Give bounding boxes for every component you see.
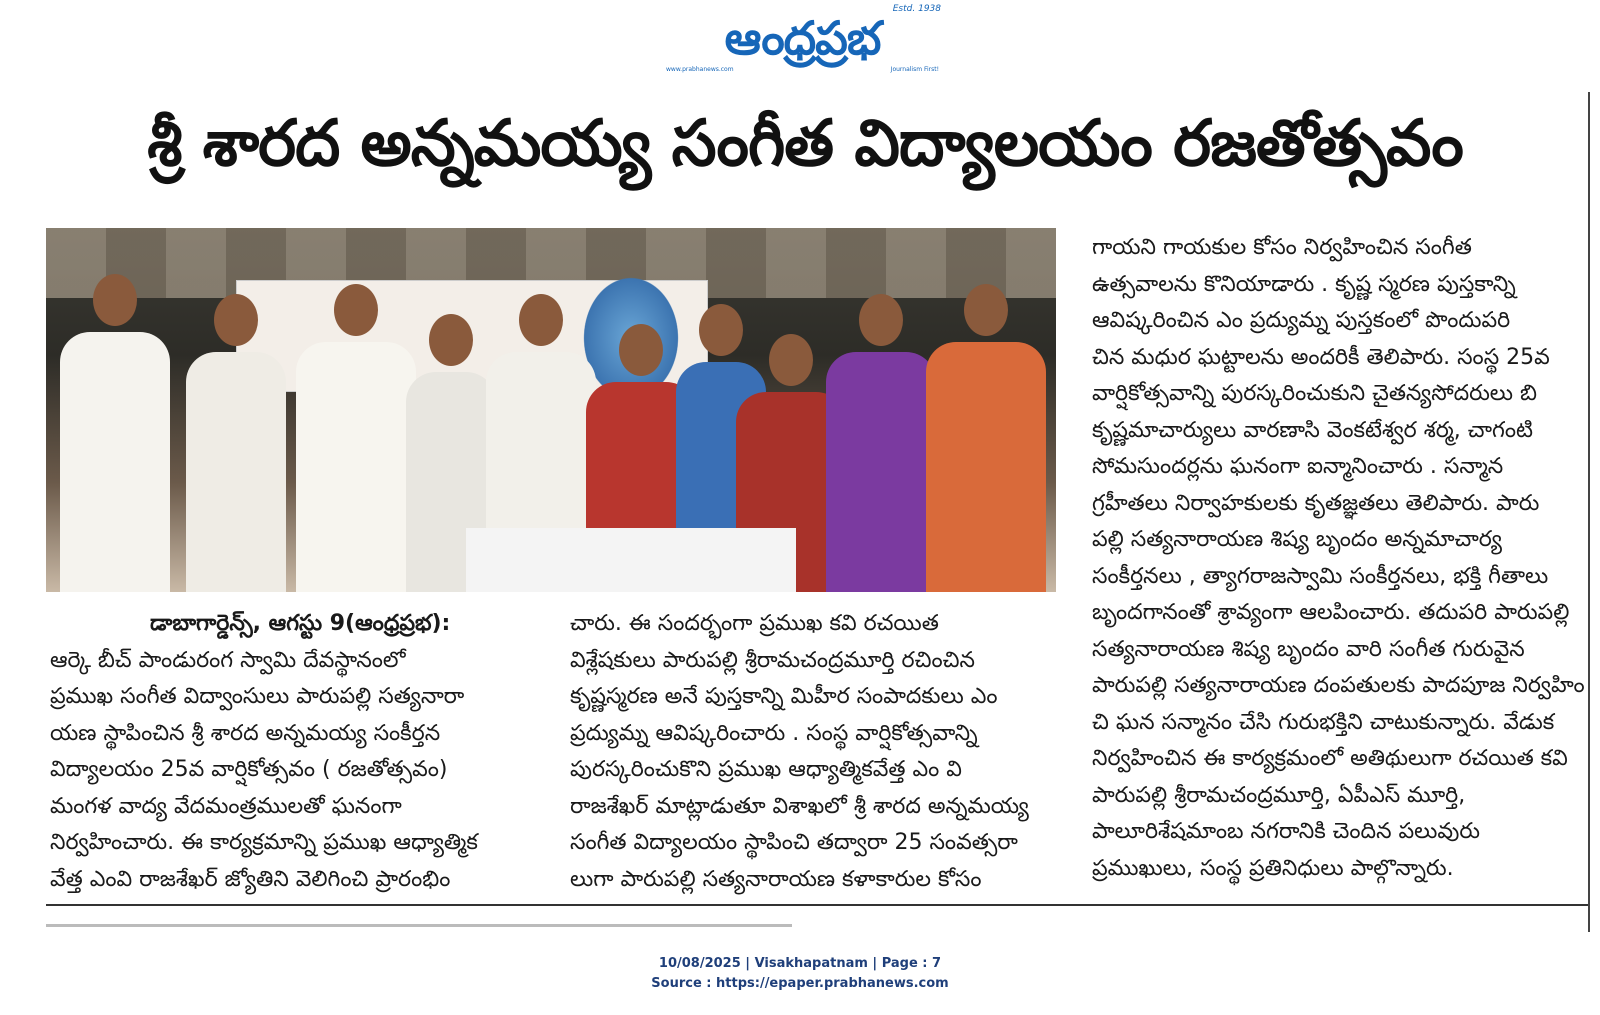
article-line: మంగళ వాద్య వేదమంత్రములతో ఘనంగా <box>50 793 402 819</box>
article-line: గ్రహీతలు నిర్వాహకులకు కృతజ్ఞతలు తెలిపారు. పారు <box>1092 490 1540 516</box>
article-line: పాలూరిశేషమాంబ నగరానికి చెందిన పలువురు <box>1092 819 1480 844</box>
article-column-right <box>1092 230 1585 887</box>
article-line: ఆర్కె బీచ్ పాండురంగ స్వామి దేవస్థానంలో <box>50 647 406 673</box>
article-line: వేత్త ఎంవి రాజశేఖర్ జ్యోతిని వెలిగించి ప్రారంభిం <box>50 866 451 892</box>
article-column-left <box>50 606 540 898</box>
article-dateline: డాబాగార్డెన్స్, ఆగస్టు 9(ఆంధ్రప్రభ): <box>150 611 451 636</box>
article-line: యణ స్థాపించిన శ్రీ శారద అన్నమయ్య సంకీర్తన <box>50 720 441 746</box>
article-line: రాజశేఖర్ మాట్లాడుతూ విశాఖలో శ్రీ శారద అన్నమయ్య <box>570 793 1029 819</box>
masthead-website: www.prabhanews.com <box>666 66 734 73</box>
event-photo <box>46 228 1056 592</box>
photo-table <box>466 528 796 592</box>
article-line: గాయని గాయకుల కోసం నిర్వహించిన సంగీత <box>1092 235 1472 260</box>
article-line: నిర్వహించారు. ఈ కార్యక్రమాన్ని ప్రముఖ ఆధ్యాత్మిక <box>50 830 478 855</box>
next-article-top-rule <box>46 924 792 927</box>
article-line: పారుపల్లి సత్యనారాయణ దంపతులకు పాదపూజ నిర్వహిం <box>1092 673 1585 698</box>
article-line: విశ్లేషకులు పారుపల్లి శ్రీరామచంద్రమూర్తి రచించిన <box>570 647 975 673</box>
article-line: వార్షికోత్సవాన్ని పురస్కరించుకుని చైతన్యసోదరులు బి <box>1092 381 1537 406</box>
footer-source: Source : https://epaper.prabhanews.com <box>651 976 949 991</box>
article-bottom-rule <box>46 904 1588 906</box>
photo-person <box>296 342 416 592</box>
photo-person <box>826 352 936 592</box>
photo-person <box>186 352 286 592</box>
article-line: బృందగానంతో శ్రావ్యంగా ఆలపించారు. తదుపరి పారుపల్లి <box>1092 600 1570 625</box>
article-headline: శ్రీ శారద అన్నమయ్య సంగీత విద్యాలయం రజతోత్సవం <box>147 107 1463 181</box>
article-line: చి ఘన సన్మానం చేసి గురుభక్తిని చాటుకున్నారు. వేడుక <box>1092 709 1555 735</box>
article-line: సంకీర్తనలు , త్యాగరాజస్వామి సంకీర్తనలు, భక్తి గీతాలు <box>1092 563 1549 589</box>
masthead <box>660 4 945 76</box>
article-line: విద్యాలయం 25వ వార్షికోత్సవం ( రజతోత్సవం) <box>50 757 448 782</box>
article-line: ఆవిష్కరించిన ఎం ప్రద్యుమ్న పుస్తకంలో పొందుపరి <box>1092 308 1511 333</box>
article-line: లుగా పారుపల్లి సత్యనారాయణ కళాకారుల కోసం <box>570 866 982 892</box>
article-line: పురస్కరించుకొని ప్రముఖ ఆధ్యాత్మికవేత్త ఎం వి <box>570 757 962 782</box>
article-line: సోమసుందర్లను ఘనంగా ఐన్మానించారు . సన్మాన <box>1092 454 1504 479</box>
photo-person <box>60 332 170 592</box>
masthead-estd: Estd. 1938 <box>892 4 941 14</box>
article-line: పల్లి సత్యనారాయణ శిష్య బృందం అన్నమాచార్య <box>1092 527 1502 552</box>
article-line: సత్యనారాయణ శిష్య బృందం వారి సంగీత గురువైన <box>1092 636 1525 662</box>
photo-person <box>926 342 1046 592</box>
article-line: ప్రద్యుమ్న ఆవిష్కరించారు . సంస్థ వార్షికోత్సవాన్ని <box>570 720 978 746</box>
article-line: ప్రముఖులు, సంస్థ ప్రతినిధులు పాల్గొన్నారు. <box>1092 855 1454 881</box>
article-column-middle <box>570 606 1060 898</box>
article-line: చారు. ఈ సందర్భంగా ప్రముఖ కవి రచయిత <box>570 611 939 636</box>
article-line: చిన మధుర ఘట్టాలను అందరికీ తెలిపారు. సంస్థ 25వ <box>1092 344 1550 370</box>
article-line: పారుపల్లి శ్రీరామచంద్రమూర్తి, ఏపీఎస్ మూర్తి, <box>1092 782 1466 808</box>
article-line: నిర్వహించిన ఈ కార్యక్రమంలో అతిథులుగా రచయిత కవి <box>1092 746 1568 771</box>
newspaper-logo: ఆంధ్రప్రభ <box>724 11 881 65</box>
masthead-tagline: Journalism First! <box>890 66 939 73</box>
article-line: కృష్ణస్మరణ అనే పుస్తకాన్ని మిహీర సంపాదకులు ఎం <box>570 684 998 709</box>
column-divider <box>1588 92 1590 932</box>
article-line: సంగీత విద్యాలయం స్థాపించి తద్వారా 25 సంవత్సరా <box>570 830 1018 855</box>
article-line: కృష్ణమాచార్యులు వారణాసి వెంకటేశ్వర శర్మ, చాగంటి <box>1092 417 1533 443</box>
article-line: ఉత్సవాలను కొనియాడారు . కృష్ణ స్మరణ పుస్తకాన్ని <box>1092 271 1516 297</box>
article-line: ప్రముఖ సంగీత విద్వాంసులు పారుపల్లి సత్యనారా <box>50 684 465 709</box>
footer-date-page: 10/08/2025 | Visakhapatnam | Page : 7 <box>658 956 942 971</box>
